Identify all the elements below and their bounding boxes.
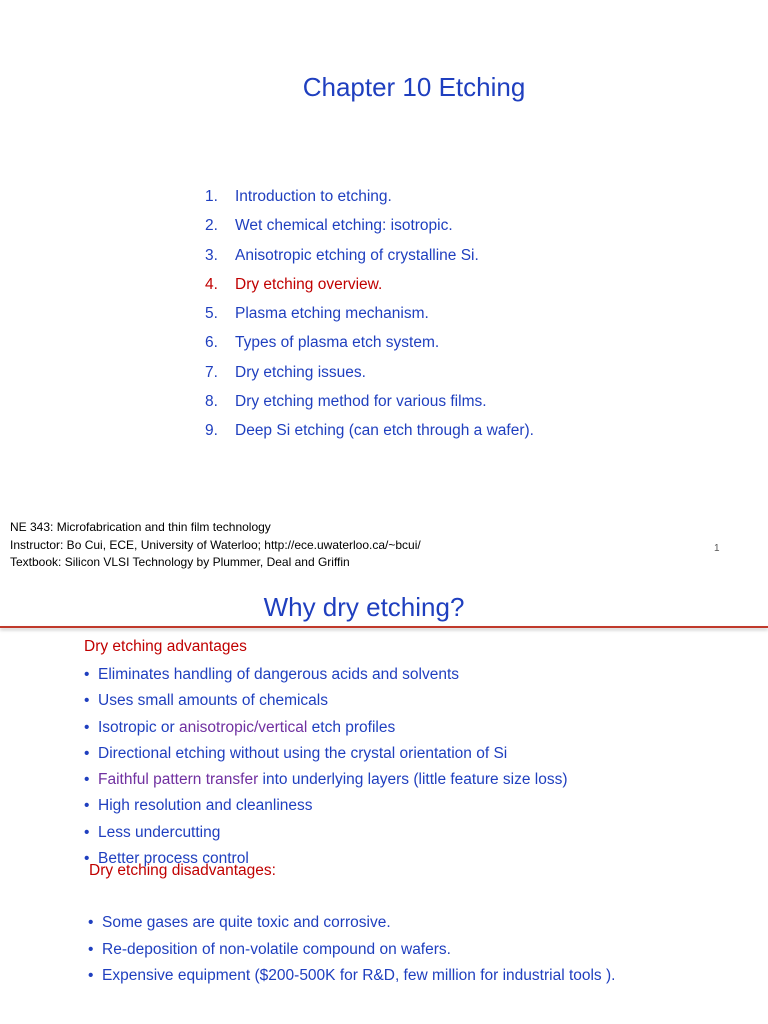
item-text: Eliminates handling of dangerous acids and solvents <box>98 666 460 683</box>
bullet: • <box>84 666 90 683</box>
toc-number: 6. <box>205 334 218 352</box>
list-item <box>84 717 568 743</box>
toc-item <box>205 215 534 244</box>
item-text-after: into underlying layers (little feature size loss) <box>258 771 568 789</box>
item-text: Less undercutting <box>98 823 221 841</box>
item-text: Directional etching without using the crystal orientation of Si <box>98 744 508 762</box>
footer-instructor-line: Instructor: Bo Cui, ECE, University of Waterloo; http://ece.uwaterloo.ca/~bcui/ <box>10 537 421 552</box>
toc-item <box>205 362 534 391</box>
bullet: • <box>88 914 94 931</box>
toc-item <box>205 391 534 420</box>
toc-number: 1. <box>205 188 218 205</box>
item-highlight: Faithful pattern transfer <box>98 771 259 789</box>
toc-text: Dry etching method for various films. <box>235 393 487 411</box>
list-item <box>84 769 568 795</box>
bullet: • <box>88 940 94 958</box>
list-item <box>88 939 615 966</box>
toc-number: 7. <box>205 363 218 381</box>
item-text-after: etch profiles <box>307 718 396 736</box>
slide-title: Why dry etching? <box>263 592 465 622</box>
table-of-contents <box>205 186 534 450</box>
toc-item <box>205 186 534 215</box>
toc-item <box>205 420 534 449</box>
footer-course-line: NE 343: Microfabrication and thin film technology <box>10 520 271 534</box>
bullet: • <box>84 692 90 710</box>
page-number: 1 <box>714 543 720 554</box>
toc-number: 2. <box>205 217 218 235</box>
toc-number: 9. <box>205 422 218 440</box>
bullet: • <box>84 850 90 868</box>
list-item <box>84 743 568 769</box>
bullet: • <box>84 823 90 841</box>
course-footer <box>10 519 421 572</box>
bullet: • <box>84 771 90 789</box>
toc-text: Deep Si etching (can etch through a wafer). <box>235 422 534 440</box>
bullet: • <box>84 744 90 762</box>
toc-number: 3. <box>205 246 218 264</box>
item-text: Some gases are quite toxic and corrosive. <box>102 914 391 931</box>
item-text: Uses small amounts of chemicals <box>98 692 328 710</box>
toc-text: Wet chemical etching: isotropic. <box>235 217 453 235</box>
toc-number: 5. <box>205 305 218 323</box>
toc-item <box>205 332 534 361</box>
toc-text: Dry etching issues. <box>235 363 366 381</box>
slide-2 <box>0 580 768 1024</box>
title-divider <box>0 626 768 628</box>
item-highlight: anisotropic/vertical <box>178 718 308 736</box>
bullet: • <box>84 797 90 815</box>
list-item <box>84 795 568 821</box>
list-item <box>84 664 568 690</box>
item-text: Isotropic or <box>98 718 179 736</box>
item-text: Better process control <box>98 850 249 868</box>
bullet: • <box>84 718 90 736</box>
toc-number: 8. <box>205 393 218 411</box>
toc-item-current <box>205 274 534 303</box>
toc-text: Dry etching overview. <box>235 275 383 293</box>
toc-text: Introduction to etching. <box>235 188 392 205</box>
list-item <box>84 690 568 716</box>
toc-item <box>205 245 534 274</box>
disadvantages-heading: Dry etching disadvantages: <box>89 862 276 879</box>
list-item <box>88 912 615 939</box>
toc-item <box>205 303 534 332</box>
list-item <box>88 965 615 992</box>
toc-text: Types of plasma etch system. <box>235 334 440 352</box>
disadvantages-list <box>88 912 615 992</box>
footer-textbook-line: Textbook: Silicon VLSI Technology by Plummer, Deal and Griffin <box>10 555 350 569</box>
toc-text: Plasma etching mechanism. <box>235 305 429 323</box>
toc-text: Anisotropic etching of crystalline Si. <box>235 246 479 264</box>
item-text: High resolution and cleanliness <box>98 797 313 815</box>
item-text: Re-deposition of non-volatile compound on wafers. <box>102 940 451 958</box>
list-item <box>84 822 568 848</box>
item-text: Expensive equipment ($200-500K for R&D, few million for industrial tools ). <box>102 967 616 984</box>
advantages-heading: Dry etching advantages <box>84 638 247 655</box>
bullet: • <box>88 967 94 984</box>
slide-title: Chapter 10 Etching <box>302 72 526 102</box>
toc-number: 4. <box>205 275 218 293</box>
advantages-list <box>84 664 568 874</box>
